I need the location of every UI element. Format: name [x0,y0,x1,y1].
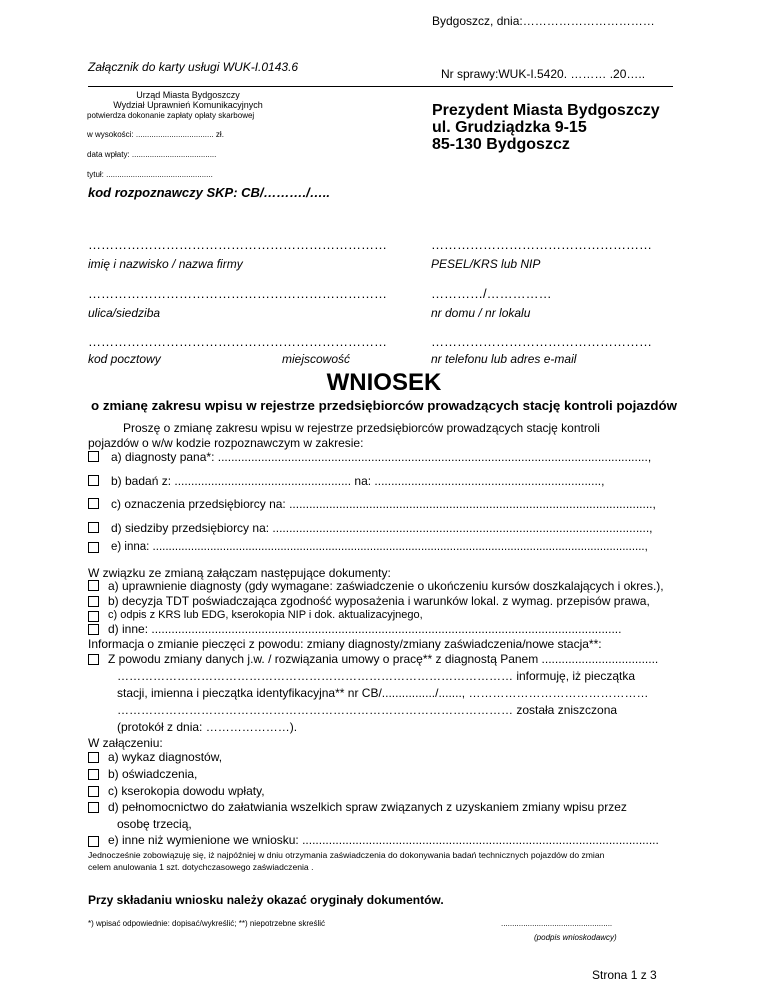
city-date-line: Bydgoszcz, dnia:…………………………… [432,14,655,28]
skp-code: kod rozpoznawczy SKP: CB/………./….. [88,185,330,200]
obligation-line-2: celem anulowania 1 szt. dotychczasowego zaświadczenia . [88,862,314,872]
form-title: WNIOSEK [326,369,442,396]
attach-c-label: c) kserokopia dowodu wpłaty, [108,784,265,798]
attach-e-label: e) inne niż wymienione we wniosku: ........................................................................................................... [108,833,659,847]
fee-amount-line: w wysokości: ................................... zł. [87,130,224,139]
recipient-city: 85-130 Bydgoszcz [432,136,570,153]
stamp-change-checkbox[interactable] [88,654,99,665]
scope-c-checkbox[interactable] [88,498,99,509]
payment-date-line: data wpłaty: ...................................... [87,150,217,159]
fee-confirmation: potwierdza dokonanie zapłaty opłaty skarbowej [87,111,255,120]
name-label: imię i nazwisko / nazwa firmy [88,257,243,271]
doc-b-checkbox[interactable] [88,596,99,607]
stamp-line-4: ……………………………………………………………………………………… została zniszczona [117,703,618,717]
case-number: Nr sprawy:WUK-I.5420. ……… .20….. [441,67,646,81]
stamp-line-2: ……………………………………………………………………………………… informuję, iż pieczątka [117,669,636,683]
documents-header: W związku ze zmianą załączam następujące dokumenty: [88,566,391,580]
attachments-header: W załączeniu: [88,736,163,750]
doc-a-label: a) uprawnienie diagnosty (gdy wymagane: zaświadczenie o ukończeniu kursów doszkalających i okres.), [108,579,664,593]
phone-label: nr telefonu lub adres e-mail [431,352,577,366]
attach-d-continuation: osobę trzecią, [117,817,192,831]
scope-c-label: c) oznaczenia przedsiębiorcy na: ............................................................................................................., [111,497,656,511]
street-field-line[interactable]: …………………………………………………………… [88,286,387,301]
scope-b-label: b) badań z: ..................................................... na: ...................................................................., [111,474,605,488]
scope-e-label: e) inna: .........................................................................................................................................................., [111,541,648,553]
stamp-change-header: Informacja o zmianie pieczęci z powodu: zmiany diagnosty/zmiany zaświadczenia/nowe stacja**: [88,637,602,651]
page-number: Strona 1 z 3 [592,968,657,982]
scope-a-checkbox[interactable] [88,451,99,462]
office-name: Urząd Miasta Bydgoszczy [136,90,240,100]
stamp-line-5: (protokół z dnia: …………………). [117,720,298,734]
scope-e-checkbox[interactable] [88,542,99,553]
intro-line-2: pojazdów o w/w kodzie rozpoznawczym w zakresie: [88,436,364,450]
city-label: miejscowość [282,352,351,366]
recipient-street: ul. Grudziądzka 9-15 [432,119,587,136]
attach-c-checkbox[interactable] [88,786,99,797]
scope-d-checkbox[interactable] [88,522,99,533]
recipient-name: Prezydent Miasta Bydgoszczy [432,102,660,119]
signature-line[interactable]: .................................................. [501,919,613,928]
doc-c-label: c) odpis z KRS lub EDG, kserokopia NIP i dok. aktualizacyjnego, [108,609,423,621]
name-field-line[interactable]: …………………………………………………………… [88,237,387,252]
payment-title-line: tytuł: ................................................ [87,170,213,179]
street-label: ulica/siedziba [88,306,161,320]
postal-code-label: kod pocztowy [88,352,161,366]
pesel-label: PESEL/KRS lub NIP [431,257,541,271]
signature-label: (podpis wnioskodawcy) [534,933,617,942]
attach-a-label: a) wykaz diagnostów, [108,750,223,764]
office-department: Wydział Uprawnień Komunikacyjnych [113,100,263,110]
stamp-line-3: stacji, imienna i pieczątka identyfikacyjna** nr CB/................/......., ……………………………………… [117,686,649,700]
header-divider [88,86,673,87]
attach-e-checkbox[interactable] [88,836,99,847]
pesel-field-line[interactable]: …………………………………………… [431,237,652,252]
house-number-field-line[interactable]: …………/…………… [431,286,552,301]
scope-a-label: a) diagnosty pana*: ................................................................................................................................., [111,450,652,464]
attach-b-checkbox[interactable] [88,769,99,780]
form-subtitle: o zmianę zakresu wpisu w rejestrze przedsiębiorców prowadzących stację kontroli pojazdów [91,398,677,413]
intro-line-1: Proszę o zmianę zakresu wpisu w rejestrze przedsiębiorców prowadzących stację kontroli [123,421,600,435]
attachment-note: Załącznik do karty usługi WUK-I.0143.6 [88,60,299,74]
phone-field-line[interactable]: …………………………………………… [431,334,652,349]
house-number-label: nr domu / nr lokalu [431,306,531,320]
doc-b-label: b) decyzja TDT poświadczająca zgodność wyposażenia i warunków lokal. z wymag. przepisów prawa, [108,594,650,608]
stamp-line-1: Z powodu zmiany danych j.w. / rozwiązania umowy o pracę** z diagnostą Panem ................................... [108,652,659,666]
doc-d-checkbox[interactable] [88,624,99,635]
scope-d-label: d) siedziby przedsiębiorcy na: ................................................................................................................., [111,521,653,535]
attach-a-checkbox[interactable] [88,752,99,763]
doc-d-label: d) inne: ............................................................................................................................................. [108,622,622,636]
obligation-line-1: Jednocześnie zobowiązuję się, iż najpóźniej w dniu otrzymania zaświadczenia do dokonywania badań technicznych pojazdów do zmian [88,850,605,860]
footnote: *) wpisać odpowiednie: dopisać/wykreślić; **) niepotrzebne skreślić [88,919,325,928]
attach-d-checkbox[interactable] [88,802,99,813]
originals-note: Przy składaniu wniosku należy okazać oryginały dokumentów. [88,893,444,907]
doc-a-checkbox[interactable] [88,580,99,591]
attach-b-label: b) oświadczenia, [108,767,198,781]
attach-d-label: d) pełnomocnictwo do załatwiania wszelkich spraw związanych z uzyskaniem zmiany wpisu przez [108,800,627,814]
postal-city-field-line[interactable]: …………………………………………………………… [88,334,387,349]
scope-b-checkbox[interactable] [88,475,99,486]
doc-c-checkbox[interactable] [88,611,99,622]
